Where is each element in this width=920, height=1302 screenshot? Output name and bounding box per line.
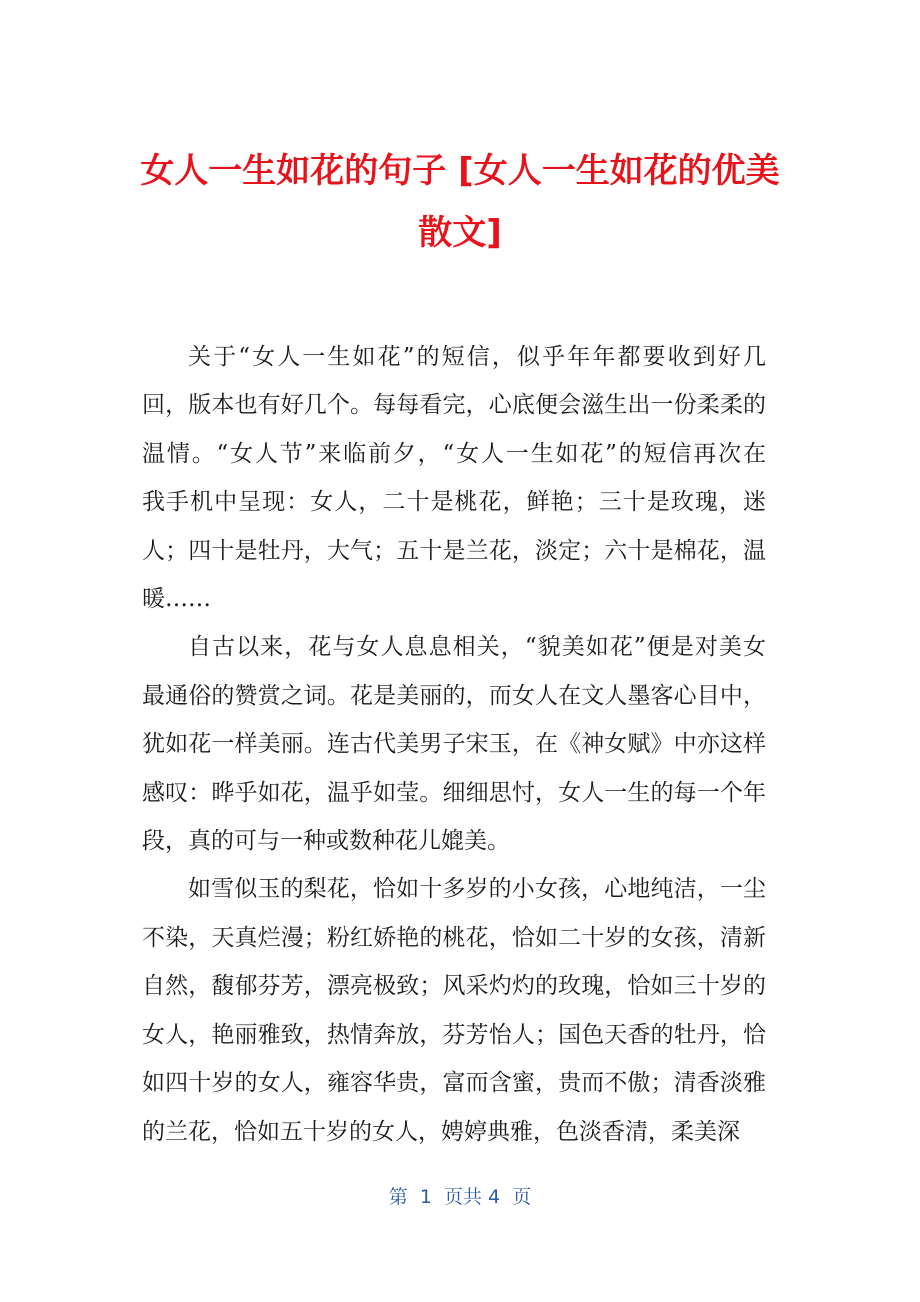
text-line: 回，版本也有好几个。每每看完，心底便会滋生出一份柔柔的 — [142, 392, 766, 419]
paragraph — [142, 623, 766, 865]
text-line: 段，真的可与一种或数种花儿媲美。 — [142, 828, 510, 855]
title-line: 散文] — [418, 213, 502, 253]
text-line: 如雪似玉的梨花，恰如十多岁的小女孩，心地纯洁，一尘 — [188, 876, 766, 903]
page-footer: 第 1 页共 4 页 — [388, 1186, 532, 1208]
text-line: 暖…… — [142, 586, 211, 613]
text-line: 女人，艳丽雅致，热情奔放，芬芳怡人；国色天香的牡丹，恰 — [142, 1021, 766, 1048]
text-line: 的兰花，恰如五十岁的女人，娉婷典雅，色淡香清，柔美深 — [142, 1118, 740, 1145]
text-line: 人；四十是牡丹，大气；五十是兰花，淡定；六十是棉花，温 — [142, 537, 766, 564]
document-body — [142, 333, 766, 1156]
text-line: 感叹：晔乎如花，温乎如莹。细细思忖，女人一生的每一个年 — [142, 779, 766, 806]
title-line: 女人一生如花的句子 [女人一生如花的优美 — [140, 151, 780, 191]
text-line: 温情。“女人节”来临前夕，“女人一生如花”的短信再次在 — [142, 440, 766, 467]
text-line: 我手机中呈现：女人，二十是桃花，鲜艳；三十是玫瑰，迷 — [142, 489, 766, 516]
paragraph — [142, 333, 766, 623]
text-line: 自古以来，花与女人息息相关，“貌美如花”便是对美女 — [188, 634, 766, 661]
text-line: 犹如花一样美丽。连古代美男子宋玉，在《神女赋》中亦这样 — [142, 731, 766, 758]
text-line: 关于“女人一生如花”的短信，似乎年年都要收到好几 — [188, 344, 766, 370]
document-title — [100, 140, 820, 264]
paragraph — [142, 865, 766, 1155]
text-line: 最通俗的赞赏之词。花是美丽的，而女人在文人墨客心目中， — [142, 682, 766, 709]
text-line: 自然，馥郁芬芳，漂亮极致；风采灼灼的玫瑰，恰如三十岁的 — [142, 973, 766, 1000]
text-line: 不染，天真烂漫；粉红娇艳的桃花，恰如二十岁的女孩，清新 — [142, 924, 766, 951]
text-line: 如四十岁的女人，雍容华贵，富而含蜜，贵而不傲；清香淡雅 — [142, 1070, 766, 1097]
